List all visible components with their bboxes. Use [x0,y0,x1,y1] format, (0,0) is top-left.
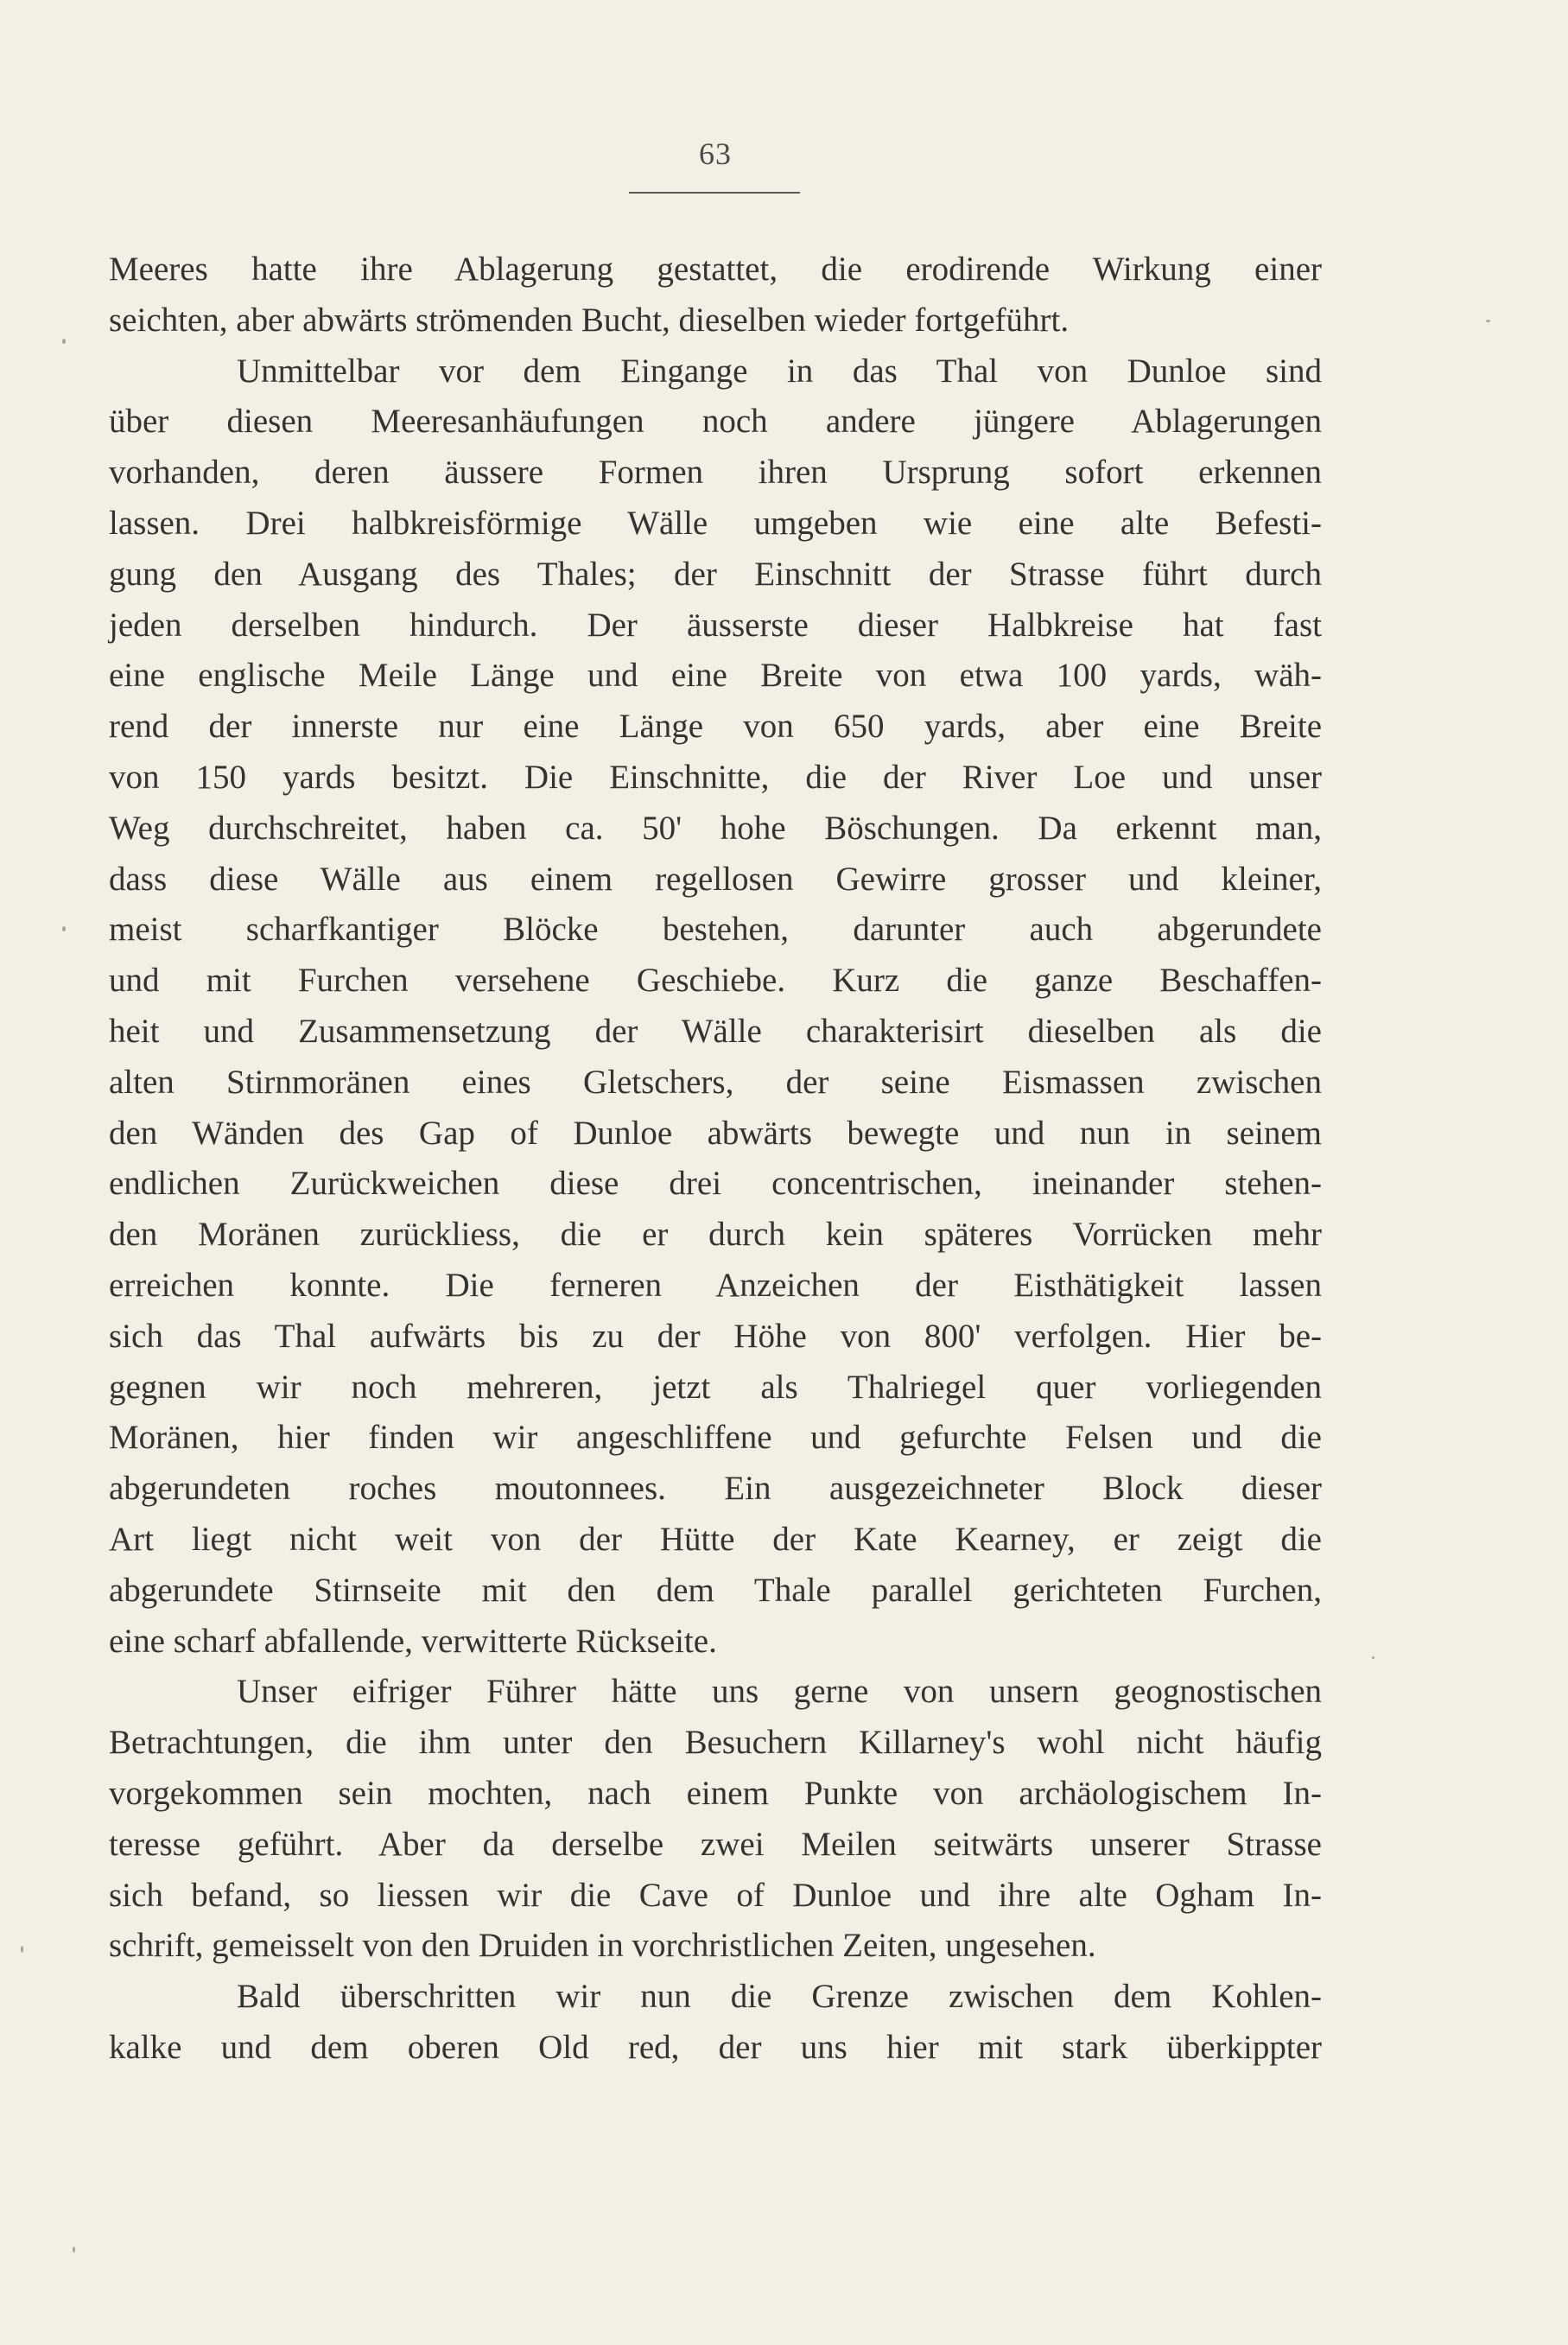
text-line: gung den Ausgang des Thales; der Einschnitt der Strasse führt durch [109,555,1322,593]
text-line: Art liegt nicht weit von der Hütte der Kate Kearney, er zeigt die [109,1520,1322,1558]
text-line: vorhanden, deren äussere Formen ihren Ursprung sofort erkennen [109,454,1322,492]
text-line: Meeres hatte ihre Ablagerung gestattet, die erodirende Wirkung einer [109,251,1322,288]
paper-speck [1486,320,1490,322]
text-line: kalke und dem oberen Old red, der uns hier mit stark überkippter [109,2028,1322,2066]
text-line: seichten, aber abwärts strömenden Bucht, dieselben wieder fortgeführt. [109,301,1070,339]
page-number-rule [629,192,800,194]
text-line: meist scharfkantiger Blöcke bestehen, darunter auch abgerundete [109,911,1322,949]
text-line: schrift, gemeisselt von den Druiden in vorchristlichen Zeiten, ungesehen. [109,1927,1096,1965]
text-line: lassen. Drei halbkreisförmige Wälle umgeben wie eine alte Befesti- [109,504,1322,542]
text-line: Moränen, hier finden wir angeschliffene und gefurchte Felsen und die [109,1419,1322,1457]
paper-speck [62,339,66,344]
page-number: 63 [699,137,732,171]
text-line: abgerundeten roches moutonnees. Ein ausgezeichneter Block dieser [109,1470,1322,1508]
text-line: den Wänden des Gap of Dunloe abwärts bewegte und nun in seinem [109,1114,1322,1152]
text-line: Unmittelbar vor dem Eingange in das Thal von Dunloe sind [237,352,1322,390]
text-line: und mit Furchen versehene Geschiebe. Kurz die ganze Beschaffen- [109,962,1322,1000]
paper-speck [73,2246,75,2253]
text-line: vorgekommen sein mochten, nach einem Punkte von archäologischem In- [109,1774,1322,1812]
text-line: gegnen wir noch mehreren, jetzt als Thalriegel quer vorliegenden [109,1368,1322,1406]
text-line: eine scharf abfallende, verwitterte Rückseite. [109,1622,717,1660]
paper-speck [1372,1656,1374,1659]
text-line: endlichen Zurückweichen diese drei concentrischen, ineinander stehen- [109,1165,1322,1203]
text-line: Betrachtungen, die ihm unter den Besuchern Killarney's wohl nicht häufig [109,1724,1322,1762]
text-line: teresse geführt. Aber da derselbe zwei Meilen seitwärts unserer Strasse [109,1825,1322,1863]
text-line: jeden derselben hindurch. Der äusserste dieser Halbkreise hat fast [109,606,1322,644]
text-line: sich befand, so liessen wir die Cave of Dunloe und ihre alte Ogham In- [109,1876,1322,1914]
text-line: von 150 yards besitzt. Die Einschnitte, die der River Loe und unser [109,758,1322,796]
paper-speck [21,1946,23,1953]
body-text [109,245,1322,2074]
text-line: Bald überschritten wir nun die Grenze zwischen dem Kohlen- [237,1978,1322,2016]
text-line: den Moränen zurückliess, die er durch kein späteres Vorrücken mehr [109,1216,1322,1254]
text-line: sich das Thal aufwärts bis zu der Höhe von 800' verfolgen. Hier be- [109,1317,1322,1355]
text-line: erreichen konnte. Die ferneren Anzeichen der Eisthätigkeit lassen [109,1266,1322,1304]
text-line: Weg durchschreitet, haben ca. 50' hohe Böschungen. Da erkennt man, [109,809,1322,847]
text-line: eine englische Meile Länge und eine Breite von etwa 100 yards, wäh- [109,657,1322,695]
text-line: alten Stirnmoränen eines Gletschers, der seine Eismassen zwischen [109,1063,1322,1101]
text-line: über diesen Meeresanhäufungen noch andere jüngere Ablagerungen [109,403,1322,441]
paper-speck [62,926,66,931]
text-line: abgerundete Stirnseite mit den dem Thale parallel gerichteten Furchen, [109,1571,1322,1609]
text-line: rend der innerste nur eine Länge von 650 yards, aber eine Breite [109,708,1322,746]
text-line: dass diese Wälle aus einem regellosen Gewirre grosser und kleiner, [109,860,1322,898]
text-line: Unser eifriger Führer hätte uns gerne von unsern geognostischen [237,1673,1322,1711]
text-line: heit und Zusammensetzung der Wälle charakterisirt dieselben als die [109,1012,1322,1050]
